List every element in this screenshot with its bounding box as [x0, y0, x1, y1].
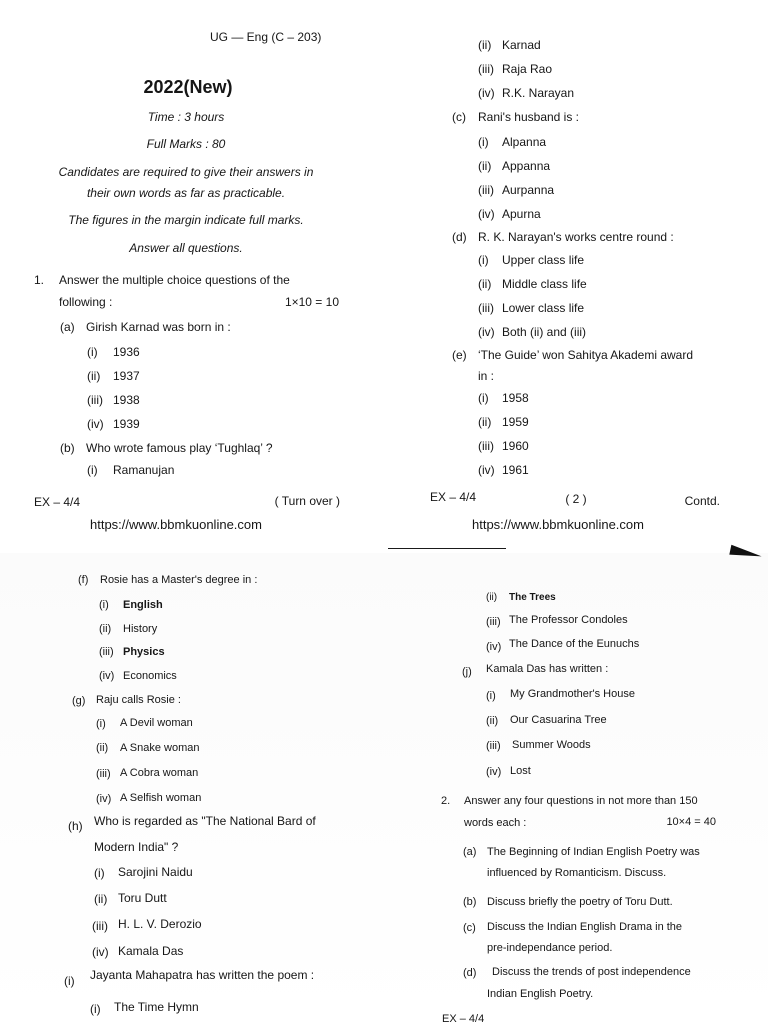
option-text: Sarojini Naidu: [118, 865, 193, 879]
option-text: Upper class life: [502, 253, 585, 267]
question-text: Answer any four questions in not more than 150: [464, 795, 698, 807]
subquestion-text: Modern India" ?: [94, 840, 179, 854]
subquestion-text: Discuss the Indian English Drama in the: [487, 921, 683, 933]
subquestion-label: (a): [463, 846, 477, 858]
option-text: 1936: [113, 345, 140, 359]
instruction-line: The figures in the margin indicate full marks.: [68, 213, 304, 227]
option-label: (iii): [87, 393, 103, 407]
subquestion-text: pre-independance period.: [487, 942, 613, 954]
option-label: (iii): [92, 919, 108, 933]
option-label: (iv): [478, 463, 495, 477]
subquestion-text: Indian English Poetry.: [487, 988, 594, 1000]
lower-scan-background: [0, 553, 768, 1024]
option-text: History: [123, 623, 158, 635]
option-label: (ii): [478, 159, 492, 173]
subquestion-text: in :: [478, 369, 495, 383]
option-label: (iii): [99, 646, 114, 658]
option-label: (i): [94, 866, 105, 880]
option-label: (i): [478, 391, 489, 405]
subquestion-text: Kamala Das has written :: [486, 663, 609, 675]
option-text: 1961: [502, 463, 529, 477]
option-text: 1959: [502, 415, 529, 429]
option-label: (iv): [478, 207, 495, 221]
subquestion-label: (c): [463, 922, 476, 934]
option-label: (iii): [478, 62, 494, 76]
option-text: 1958: [502, 391, 529, 405]
footer-code: EX – 4/4: [442, 1013, 485, 1025]
instruction-line: Answer all questions.: [129, 241, 243, 255]
question-text: following :: [59, 295, 113, 309]
option-text: The Professor Condoles: [509, 614, 628, 626]
question-text: Answer the multiple choice questions of the: [59, 273, 290, 287]
subquestion-label: (e): [452, 348, 467, 362]
option-label: (i): [96, 718, 106, 730]
option-text: A Selfish woman: [120, 792, 202, 804]
time-allowed: Time : 3 hours: [147, 110, 225, 124]
option-label: (iv): [478, 325, 495, 339]
question-marks: 1×10 = 10: [284, 295, 339, 309]
option-label: (ii): [486, 592, 498, 603]
option-label: (iv): [99, 670, 115, 682]
instruction-line: their own words as far as practicable.: [86, 186, 286, 200]
footer-code: EX – 4/4: [430, 490, 477, 504]
option-text: Economics: [123, 670, 177, 682]
option-label: (ii): [478, 277, 492, 291]
option-text: H. L. V. Derozio: [118, 917, 202, 931]
option-text: Alpanna: [502, 135, 547, 149]
option-text: Toru Dutt: [118, 891, 167, 905]
subquestion-text: Discuss the trends of post independence: [492, 966, 691, 978]
option-label: (iv): [486, 766, 502, 778]
option-label: (i): [478, 135, 489, 149]
option-text: Aurpanna: [502, 183, 555, 197]
option-text: Both (ii) and (iii): [502, 325, 587, 339]
option-label: (i): [87, 345, 98, 359]
subquestion-text: Jayanta Mahapatra has written the poem :: [90, 968, 315, 982]
subquestion-text: R. K. Narayan's works centre round :: [478, 230, 674, 244]
option-text: The Dance of the Eunuchs: [509, 638, 640, 650]
subquestion-text: Who is regarded as "The National Bard of: [94, 814, 316, 828]
option-text: Physics: [123, 646, 165, 658]
option-label: (i): [478, 253, 489, 267]
subquestion-text: Rani's husband is :: [478, 110, 580, 124]
subquestion-label: (j): [462, 666, 472, 678]
option-text: Lost: [510, 765, 531, 777]
subquestion-text: ‘The Guide’ won Sahitya Akademi award: [478, 348, 694, 362]
question-number: 2.: [441, 795, 451, 807]
subquestion-label: (g): [72, 695, 86, 707]
subquestion-label: (c): [452, 110, 466, 124]
option-label: (iv): [486, 641, 502, 653]
option-text: My Grandmother's House: [510, 688, 635, 700]
full-marks: Full Marks : 80: [146, 137, 226, 151]
option-text: R.K. Narayan: [502, 86, 575, 100]
option-label: (iii): [486, 740, 501, 752]
option-text: Karnad: [502, 38, 541, 52]
option-label: (i): [90, 1002, 101, 1016]
option-text: Ramanujan: [113, 463, 175, 477]
option-text: Middle class life: [502, 277, 587, 291]
option-label: (i): [486, 690, 496, 702]
footer-url[interactable]: https://www.bbmkuonline.com: [90, 517, 262, 532]
subquestion-text: Girish Karnad was born in :: [86, 320, 231, 334]
option-label: (ii): [94, 892, 108, 906]
paper-code: UG — Eng (C – 203): [210, 30, 322, 44]
option-text: 1938: [113, 393, 140, 407]
option-label: (ii): [486, 715, 499, 727]
option-label: (ii): [99, 623, 112, 635]
option-text: A Cobra woman: [120, 767, 199, 779]
option-text: English: [123, 599, 163, 611]
subquestion-label: (h): [68, 819, 83, 833]
subquestion-label: (d): [463, 967, 477, 979]
option-text: 1939: [113, 417, 140, 431]
option-text: Apurna: [502, 207, 541, 221]
option-text: The Time Hymn: [114, 1000, 199, 1014]
footer-note: ( Turn over ): [274, 494, 340, 508]
option-text: The Trees: [509, 592, 556, 603]
question-marks: 10×4 = 40: [666, 816, 716, 828]
option-text: 1937: [113, 369, 140, 383]
option-label: (iv): [96, 793, 112, 805]
option-label: (ii): [87, 369, 101, 383]
subquestion-label: (i): [64, 974, 75, 988]
option-label: (iii): [478, 183, 494, 197]
subquestion-label: (b): [463, 896, 477, 908]
subquestion-text: The Beginning of Indian English Poetry was: [487, 846, 700, 858]
option-label: (ii): [478, 415, 492, 429]
paper-year: 2022(New): [143, 77, 233, 97]
option-text: Kamala Das: [118, 944, 184, 958]
subquestion-label: (f): [78, 574, 89, 586]
subquestion-label: (d): [452, 230, 467, 244]
option-label: (i): [87, 463, 98, 477]
option-text: Our Casuarina Tree: [510, 714, 607, 726]
option-label: (iii): [96, 768, 111, 780]
option-text: Lower class life: [502, 301, 585, 315]
option-text: Summer Woods: [512, 739, 591, 751]
option-label: (ii): [96, 742, 109, 754]
page-divider: [388, 548, 506, 549]
subquestion-label: (b): [60, 441, 75, 455]
option-label: (iii): [478, 439, 494, 453]
option-text: Raja Rao: [502, 62, 553, 76]
subquestion-label: (a): [60, 320, 75, 334]
option-text: A Devil woman: [120, 717, 193, 729]
option-label: (ii): [478, 38, 492, 52]
subquestion-text: Rosie has a Master's degree in :: [100, 574, 258, 586]
instruction-line: Candidates are required to give their answers in: [58, 165, 314, 179]
subquestion-text: Who wrote famous play ‘Tughlaq’ ?: [86, 441, 273, 455]
footer-note: Contd.: [684, 494, 720, 508]
footer-code: EX – 4/4: [34, 495, 81, 509]
subquestion-text: Raju calls Rosie :: [96, 694, 181, 706]
subquestion-text: Discuss briefly the poetry of Toru Dutt.: [487, 896, 673, 908]
question-text: words each :: [464, 817, 527, 829]
question-number: 1.: [34, 273, 45, 287]
option-label: (iii): [478, 301, 494, 315]
option-label: (iv): [92, 945, 109, 959]
option-label: (iii): [486, 616, 501, 628]
option-label: (i): [99, 599, 109, 611]
page-number: ( 2 ): [565, 492, 587, 506]
subquestion-text: influenced by Romanticism. Discuss.: [487, 867, 667, 879]
option-label: (iv): [478, 86, 495, 100]
option-label: (iv): [87, 417, 104, 431]
option-text: A Snake woman: [120, 742, 200, 754]
footer-url[interactable]: https://www.bbmkuonline.com: [472, 517, 644, 532]
option-text: Appanna: [502, 159, 551, 173]
option-text: 1960: [502, 439, 529, 453]
